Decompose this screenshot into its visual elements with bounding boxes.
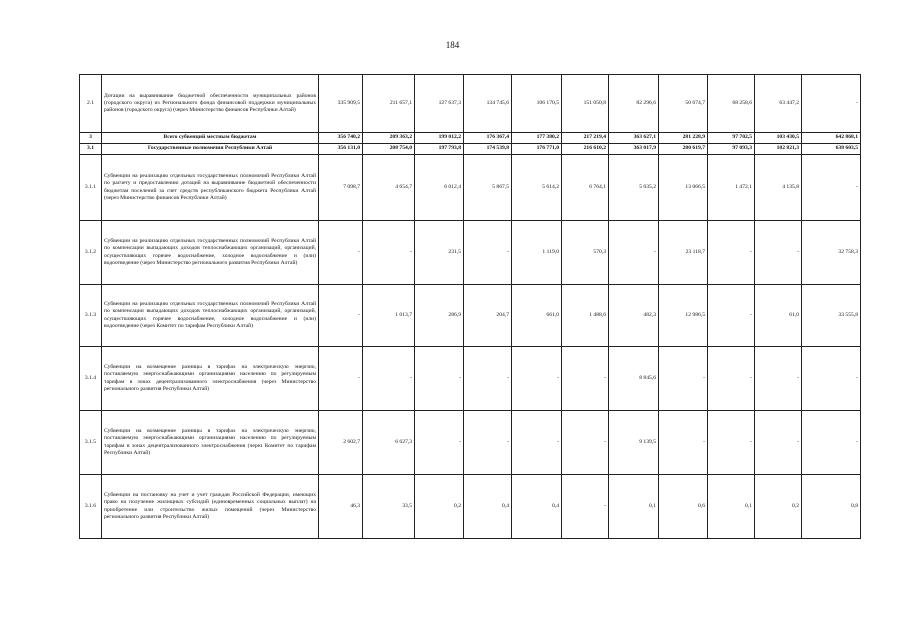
row-description: Субвенции на постановку на учет и учет граждан Российской Федерации, имеющих право на получение жилищных субсидий (единовременных социальных выплат) на приобретение или строительство жилых помещений (через Министерство регионального развития Республики Алтай) xyxy=(102,475,319,539)
value-cell: - xyxy=(708,285,755,347)
value-cell: - xyxy=(562,475,609,539)
row-description: Субвенции на реализацию отдельных государственных полномочий Республики Алтай по компенсации выпадающих доходов теплоснабжающих организаций, организаций, осуществляющих горячее водоснабжение, холодное водоснабжение и (или) водоотведение (через Министерство регионального развития Республики Алтай) xyxy=(102,221,319,285)
value-cell: 1 472,1 xyxy=(708,155,755,221)
value-cell: 6 012,4 xyxy=(415,155,464,221)
value-cell: 13 066,5 xyxy=(659,155,708,221)
value-cell: 97 702,5 xyxy=(708,133,755,144)
value-cell: - xyxy=(708,347,755,411)
value-cell: 280 619,7 xyxy=(659,144,708,155)
value-cell: - xyxy=(708,411,755,475)
value-cell: - xyxy=(464,347,512,411)
value-cell: 208 754,0 xyxy=(363,144,415,155)
value-cell: 231,5 xyxy=(415,221,464,285)
value-cell: 356 131,0 xyxy=(319,144,363,155)
value-cell: 23 118,7 xyxy=(659,221,708,285)
value-cell: 0,2 xyxy=(755,475,802,539)
row-description: Дотации на выравнивание бюджетной обеспеченности муниципальных районов (городского округа) из Регионального фонда финансовой поддержки муниципальных районов (городского округа) (через Министерство финансов Республики Алтай) xyxy=(102,75,319,133)
value-cell: 46,3 xyxy=(319,475,363,539)
value-cell: 2 602,7 xyxy=(319,411,363,475)
value-cell: 5 867,5 xyxy=(464,155,512,221)
value-cell: 0,8 xyxy=(802,475,861,539)
value-cell: - xyxy=(609,221,659,285)
value-cell: - xyxy=(464,221,512,285)
row-number: 3.1.1 xyxy=(80,155,102,221)
value-cell: 102 821,3 xyxy=(755,144,802,155)
value-cell: 0,6 xyxy=(659,475,708,539)
value-cell: - xyxy=(512,347,562,411)
row-description: Всего субвенций местным бюджетам xyxy=(102,133,319,144)
value-cell: - xyxy=(755,347,802,411)
value-cell: - xyxy=(319,285,363,347)
value-cell: - xyxy=(415,411,464,475)
table-row xyxy=(80,347,861,411)
value-cell: 204,7 xyxy=(464,285,512,347)
value-cell: 106 170,5 xyxy=(512,75,562,133)
value-cell: 335 909,5 xyxy=(319,75,363,133)
row-number: 3.1.5 xyxy=(80,411,102,475)
value-cell: 482,3 xyxy=(609,285,659,347)
row-description: Субвенции на возмещение разницы в тарифах на электрическую энергию, поставляемую энергоснабжающими организациями населению по регулируемым тарифам в зонах децентрализованного электроснабжения (через Министерство регионального развития Республики Алтай) xyxy=(102,347,319,411)
value-cell: 32 758,3 xyxy=(802,221,861,285)
value-cell: 134 745,6 xyxy=(464,75,512,133)
value-cell: 177 380,2 xyxy=(512,133,562,144)
value-cell: 174 539,8 xyxy=(464,144,512,155)
value-cell: 151 050,8 xyxy=(562,75,609,133)
value-cell: - xyxy=(363,347,415,411)
value-cell: 176 367,4 xyxy=(464,133,512,144)
value-cell: 1 013,7 xyxy=(363,285,415,347)
value-cell: 217 219,4 xyxy=(562,133,609,144)
value-cell: - xyxy=(562,411,609,475)
value-cell: - xyxy=(802,411,861,475)
value-cell: 33,5 xyxy=(363,475,415,539)
table-row xyxy=(80,75,861,133)
row-number: 3.1 xyxy=(80,144,102,155)
value-cell: 0,2 xyxy=(415,475,464,539)
value-cell: - xyxy=(755,411,802,475)
table-row xyxy=(80,144,861,155)
value-cell: 209 363,2 xyxy=(363,133,415,144)
value-cell: 1 119,0 xyxy=(512,221,562,285)
value-cell: - xyxy=(802,347,861,411)
value-cell: - xyxy=(319,221,363,285)
row-description: Субвенции на реализацию отдельных государственных полномочий Республики Алтай по компенсации выпадающих доходов теплоснабжающих организаций, организаций, осуществляющих горячее водоснабжение, холодное водоснабжение и (или) водоотведение (через Комитет по тарифам Республики Алтай) xyxy=(102,285,319,347)
table-row xyxy=(80,155,861,221)
value-cell: 5 035,2 xyxy=(609,155,659,221)
row-number: 3.1.3 xyxy=(80,285,102,347)
value-cell: 4 135,8 xyxy=(755,155,802,221)
table-row xyxy=(80,475,861,539)
row-number: 3.1.2 xyxy=(80,221,102,285)
value-cell: 0,1 xyxy=(708,475,755,539)
value-cell: 7 098,7 xyxy=(319,155,363,221)
value-cell: 68 258,6 xyxy=(708,75,755,133)
table-row xyxy=(80,133,861,144)
table-row xyxy=(80,411,861,475)
value-cell: 638 603,5 xyxy=(802,144,861,155)
value-cell: 103 430,5 xyxy=(755,133,802,144)
row-number: 3.1.4 xyxy=(80,347,102,411)
value-cell: 570,3 xyxy=(562,221,609,285)
value-cell: 0,4 xyxy=(512,475,562,539)
value-cell: 97 093,3 xyxy=(708,144,755,155)
value-cell: 642 868,1 xyxy=(802,133,861,144)
value-cell: 4 654,7 xyxy=(363,155,415,221)
value-cell: 33 555,8 xyxy=(802,285,861,347)
value-cell: - xyxy=(512,411,562,475)
row-number: 3 xyxy=(80,133,102,144)
page-number: 184 xyxy=(445,40,460,50)
row-number: 3.1.6 xyxy=(80,475,102,539)
value-cell: 8 845,6 xyxy=(609,347,659,411)
value-cell: 211 657,1 xyxy=(363,75,415,133)
value-cell: - xyxy=(708,221,755,285)
value-cell: - xyxy=(464,411,512,475)
budget-table xyxy=(79,74,861,539)
value-cell: 5 614,2 xyxy=(512,155,562,221)
value-cell: 199 012,2 xyxy=(415,133,464,144)
row-description: Субвенции на возмещение разницы в тарифах на электрическую энергию, поставляемую энергоснабжающими организациями населению по регулируемым тарифам в зонах децентрализованного электроснабжения (через Комитет по тарифам Республики Алтай) xyxy=(102,411,319,475)
value-cell: - xyxy=(755,221,802,285)
value-cell: 176 771,0 xyxy=(512,144,562,155)
value-cell: - xyxy=(363,221,415,285)
value-cell: - xyxy=(802,155,861,221)
value-cell: 363 627,1 xyxy=(609,133,659,144)
value-cell: 197 793,8 xyxy=(415,144,464,155)
value-cell: 6 627,3 xyxy=(363,411,415,475)
value-cell: 61,0 xyxy=(755,285,802,347)
table-row xyxy=(80,221,861,285)
value-cell: 0,4 xyxy=(464,475,512,539)
value-cell: - xyxy=(415,347,464,411)
value-cell: 50 674,7 xyxy=(659,75,708,133)
value-cell: 9 139,5 xyxy=(609,411,659,475)
value-cell: 6 764,1 xyxy=(562,155,609,221)
value-cell: 0,1 xyxy=(609,475,659,539)
value-cell: - xyxy=(562,347,609,411)
value-cell: 1 488,6 xyxy=(562,285,609,347)
value-cell: 356 740,2 xyxy=(319,133,363,144)
value-cell: 281 228,9 xyxy=(659,133,708,144)
row-description: Государственные полномочия Республики Алтай xyxy=(102,144,319,155)
value-cell: 363 017,9 xyxy=(609,144,659,155)
value-cell: 286,9 xyxy=(415,285,464,347)
value-cell: 127 637,3 xyxy=(415,75,464,133)
value-cell: 216 610,2 xyxy=(562,144,609,155)
value-cell: - xyxy=(802,75,861,133)
value-cell: 661,0 xyxy=(512,285,562,347)
value-cell: - xyxy=(659,347,708,411)
value-cell: - xyxy=(659,411,708,475)
value-cell: 12 986,5 xyxy=(659,285,708,347)
value-cell: 82 296,6 xyxy=(609,75,659,133)
table-row xyxy=(80,285,861,347)
value-cell: 63 447,2 xyxy=(755,75,802,133)
row-description: Субвенции на реализацию отдельных государственных полномочий Республики Алтай по расчету и предоставлению дотаций на выравнивание бюджетной обеспеченности бюджетам поселений за счет средств республиканского бюджета Республики Алтай (через Министерство финансов Республики Алтай) xyxy=(102,155,319,221)
value-cell: - xyxy=(319,347,363,411)
row-number: 2.1 xyxy=(80,75,102,133)
